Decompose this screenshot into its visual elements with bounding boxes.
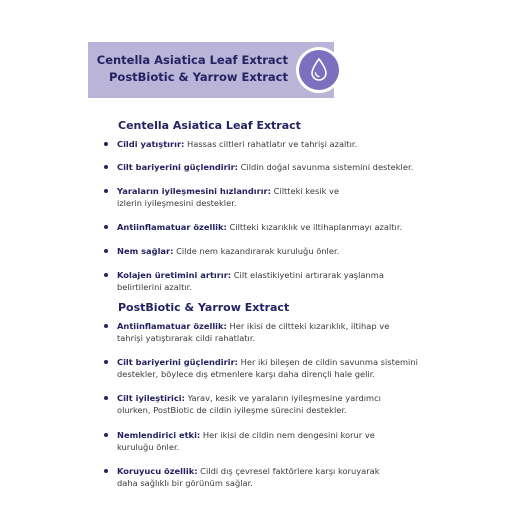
item-title: Koruyucu özellik: xyxy=(117,466,198,476)
item-text: Hassas ciltleri rahatlatır ve tahrişi azaltır. xyxy=(184,139,358,149)
item-title: Cildi yatıştırır: xyxy=(117,139,185,149)
section-title-centella: Centella Asiatica Leaf Extract xyxy=(118,119,301,132)
item-text: Cildin doğal savunma sistemini destekler. xyxy=(238,162,414,172)
item-title: Cilt bariyerini güçlendirir: xyxy=(117,162,238,172)
banner-title-line-2: PostBiotic & Yarrow Extract xyxy=(109,70,288,84)
list-item xyxy=(104,138,424,150)
list-item xyxy=(104,356,429,380)
list-item xyxy=(104,269,404,293)
bullet-icon xyxy=(104,324,108,328)
item-text: Her ikisi de cildin nem dengesini korur ve kuruluğu önler. xyxy=(117,430,375,452)
droplet-icon xyxy=(309,57,329,83)
list-item xyxy=(104,392,394,416)
bullet-icon xyxy=(104,142,108,146)
item-title: Antiinflamatuar özellik: xyxy=(117,321,227,331)
item-title: Cilt iyileştirici: xyxy=(117,393,185,403)
banner-title xyxy=(88,52,288,86)
bullet-icon xyxy=(104,165,108,169)
bullet-icon xyxy=(104,360,108,364)
item-text: Cildi dış çevresel faktörlere karşı koruyarak daha sağlıklı bir görünüm sağlar. xyxy=(117,466,380,488)
bullet-icon xyxy=(104,225,108,229)
item-text: Ciltteki kızarıklık ve iltihaplanmayı azaltır. xyxy=(226,222,403,232)
list-item xyxy=(104,465,394,489)
item-text: Yarav, kesik ve yaraların iyileşmesine yardımcı olurken, PostBiotic de cildin iyileşme sürecini destekler. xyxy=(117,393,381,415)
item-text: Her iki bileşen de cildin savunma sistemini destekler, böylece dış etmenlere karşı daha dirençli hale gelir. xyxy=(117,357,418,379)
list-item xyxy=(104,320,404,344)
item-text: Her ikisi de ciltteki kızarıklık, iltihap ve tahrişi yatıştırarak cildi rahatlatır. xyxy=(117,321,390,343)
bullet-icon xyxy=(104,273,108,277)
item-title: Cilt bariyerini güçlendirir: xyxy=(117,357,238,367)
bullet-icon xyxy=(104,189,108,193)
list-item xyxy=(104,185,354,209)
list-item xyxy=(104,221,424,233)
item-title: Antiinflamatuar özellik: xyxy=(117,222,227,232)
item-text: Ciltteki kesik ve izlerin iyileşmesini destekler. xyxy=(117,186,340,208)
item-title: Nem sağlar: xyxy=(117,246,174,256)
list-item xyxy=(104,245,424,257)
item-title: Kolajen üretimini artırır: xyxy=(117,270,232,280)
list-item xyxy=(104,429,394,453)
bullet-icon xyxy=(104,396,108,400)
section-title-postbiotic: PostBiotic & Yarrow Extract xyxy=(118,301,290,314)
item-title: Nemlendirici etki: xyxy=(117,430,201,440)
banner-title-line-1: Centella Asiatica Leaf Extract xyxy=(96,53,288,67)
bullet-icon xyxy=(104,249,108,253)
bullet-icon xyxy=(104,469,108,473)
item-text: Cilt elastikiyetini artırarak yaşlanma belirtilerini azaltır. xyxy=(117,270,384,292)
bullet-icon xyxy=(104,433,108,437)
item-title: Yaraların iyileşmesini hızlandırır: xyxy=(117,186,271,196)
item-text: Cilde nem kazandırarak kuruluğu önler. xyxy=(173,246,340,256)
list-item xyxy=(104,161,424,173)
droplet-badge xyxy=(296,47,342,93)
